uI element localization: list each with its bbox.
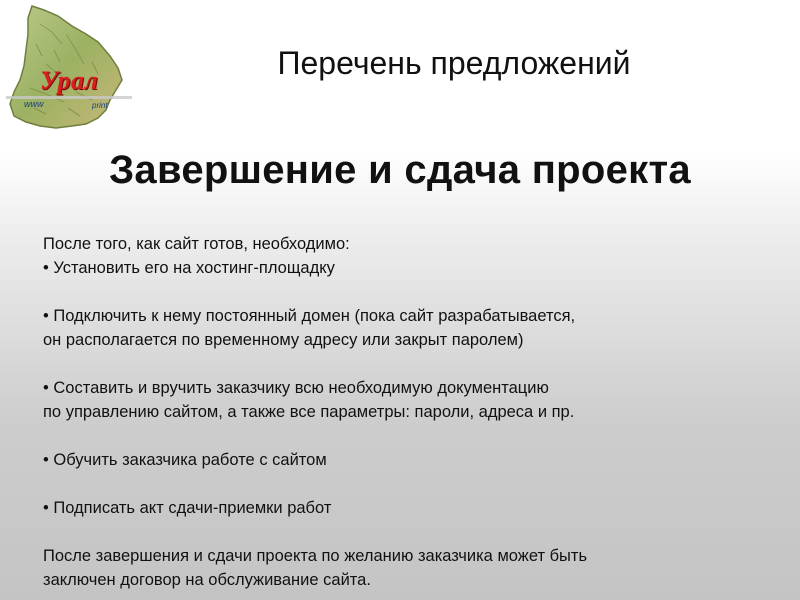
- bullet-domain-line-1: • Подключить к нему постоянный домен (пока сайт разрабатывается,: [43, 307, 576, 325]
- intro-text: После того, как сайт готов, необходимо:: [43, 235, 350, 253]
- spacer: [43, 520, 743, 544]
- spacer: [43, 280, 743, 304]
- bullet-domain-line-2: он располагается по временному адресу или закрыт паролем): [43, 331, 524, 349]
- slide-body: [43, 232, 743, 592]
- slide-subtitle: Перечень предложений: [277, 45, 631, 81]
- bullet-documentation-line-2: по управлению сайтом, а также все параметры: пароли, адреса и пр.: [43, 403, 575, 421]
- outro-line-2: заключен договор на обслуживание сайта.: [43, 571, 371, 589]
- logo-www-text: www: [24, 99, 44, 109]
- bullet-acceptance-act: • Подписать акт сдачи-приемки работ: [43, 499, 332, 517]
- outro-line-1: После завершения и сдачи проекта по желанию заказчика может быть: [43, 547, 588, 565]
- spacer: [43, 472, 743, 496]
- bullet-hosting: • Установить его на хостинг-площадку: [43, 259, 335, 277]
- slide-title: Завершение и сдача проекта: [109, 148, 691, 192]
- logo-brand-text: Урал: [40, 66, 99, 95]
- logo-print-text: print: [92, 101, 108, 110]
- spacer: [43, 352, 743, 376]
- bullet-documentation-line-1: • Составить и вручить заказчику всю необходимую документацию: [43, 379, 549, 397]
- spacer: [43, 424, 743, 448]
- bullet-training: • Обучить заказчика работе с сайтом: [43, 451, 327, 469]
